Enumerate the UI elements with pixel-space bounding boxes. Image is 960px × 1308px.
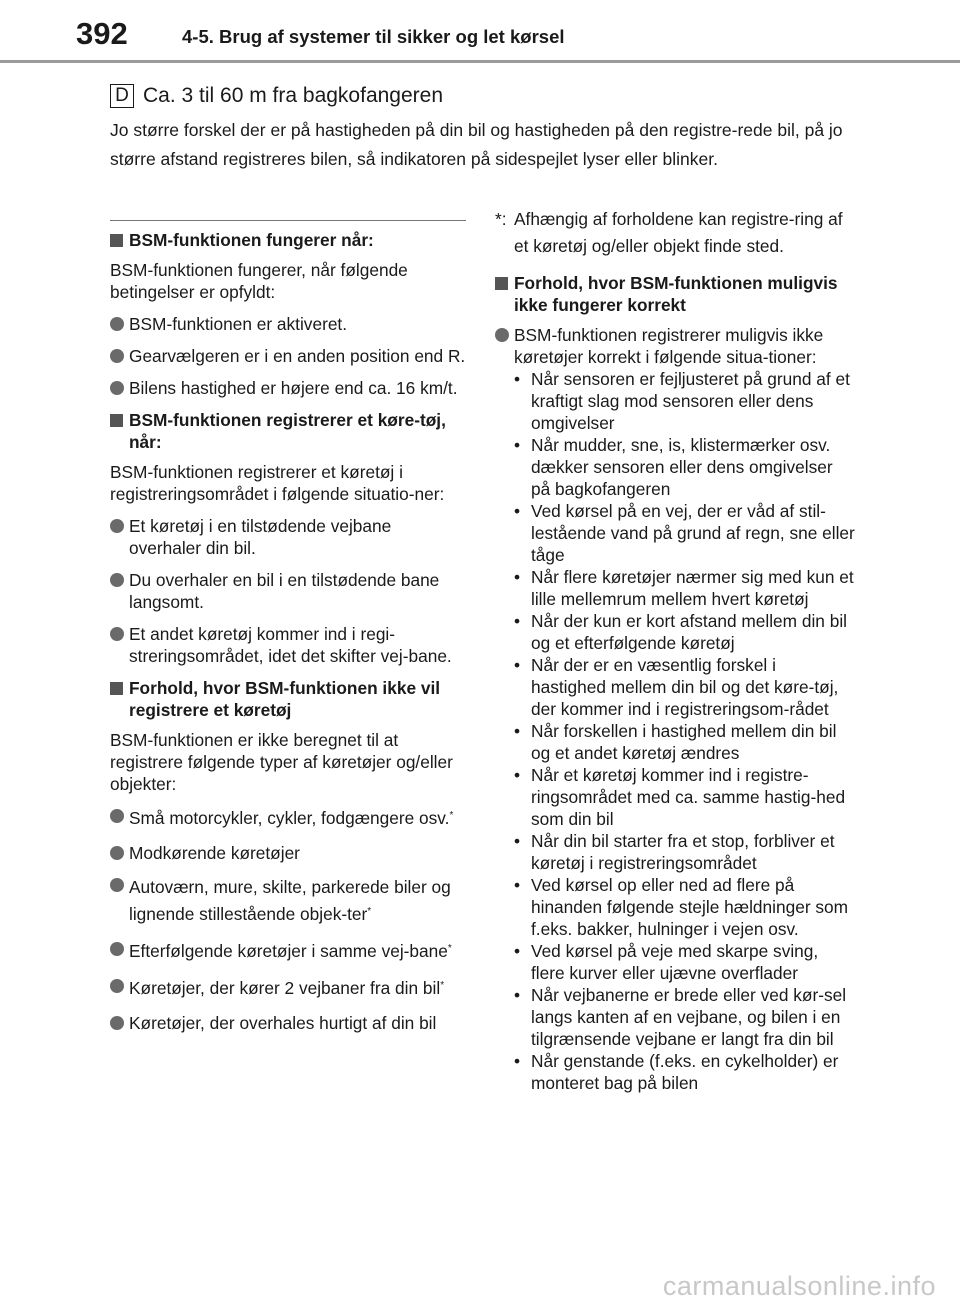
d-intro-text: Jo større forskel der er på hastigheden på din bil og hastigheden på den registre-rede bil, på jo større afstand registreres bilen, så indikatoren på sidespejlet lyser eller blinker. <box>110 120 843 169</box>
list-item: Modkørende køretøjer <box>110 842 466 864</box>
section-intro: BSM-funktionen er ikke beregnet til at registrere følgende typer af køretøjer og/eller objekter: <box>110 730 453 794</box>
list-item: Bilens hastighed er højere end ca. 16 km/t. <box>110 377 466 399</box>
list-item: • Når mudder, sne, is, klistermærker osv. dækker sensoren eller dens omgivelser på bagkofangeren <box>514 435 833 499</box>
list-item: BSM-funktionen er aktiveret. <box>110 313 466 335</box>
list-item: Autoværn, mure, skilte, parkerede biler og lignende stillestående objek-ter* <box>110 874 466 928</box>
square-bullet-icon <box>110 682 123 695</box>
list-item: • Når sensoren er fejljusteret på grund af et kraftigt slag mod sensoren eller dens omgivelser <box>514 369 850 433</box>
circle-bullet-icon <box>110 317 124 331</box>
list-item: Små motorcykler, cykler, fodgængere osv.* <box>110 805 466 832</box>
list-item: • Når der er en væsentlig forskel i hastighed mellem din bil og det køre-tøj, der kommer ind i registreringsom-rådet <box>514 655 839 719</box>
list-item: Et køretøj i en tilstødende vejbane overhaler din bil. <box>110 515 466 559</box>
circle-bullet-icon <box>110 573 124 587</box>
watermark: carmanualsonline.info <box>662 1271 936 1301</box>
section-heading-not-detected: Forhold, hvor BSM-funktionen ikke vil registrere et køretøj <box>110 677 466 721</box>
section-intro: BSM-funktionen fungerer, når følgende betingelser er opfyldt: <box>110 260 408 302</box>
list-item: • Når et køretøj kommer ind i registre-ringsområdet med ca. samme hastig-hed som din bil <box>514 765 846 829</box>
section-intro: BSM-funktionen registrerer et køretøj i registreringsområdet i følgende situatio-ner: <box>110 462 445 504</box>
d-label-box: D <box>110 84 134 108</box>
circle-bullet-icon <box>110 1016 124 1030</box>
list-item: Efterfølgende køretøjer i samme vej-bane* <box>110 938 466 965</box>
circle-bullet-icon <box>110 846 124 860</box>
d-heading: Ca. 3 til 60 m fra bagkofangeren <box>143 84 444 107</box>
section-heading-detects: BSM-funktionen registrerer et køre-tøj, når: <box>110 409 466 453</box>
circle-bullet-icon <box>110 878 124 892</box>
list-item: Køretøjer, der kører 2 vejbaner fra din bil* <box>110 975 466 1002</box>
list-item: BSM-funktionen registrerer muligvis ikke køretøjer korrekt i følgende situa-tioner: <box>495 324 855 368</box>
circle-bullet-icon <box>495 328 509 342</box>
circle-bullet-icon <box>110 519 124 533</box>
circle-bullet-icon <box>110 627 124 641</box>
right-column <box>495 206 855 1094</box>
square-bullet-icon <box>495 277 508 290</box>
section-heading-may-not-work: Forhold, hvor BSM-funktionen muligvis ikke fungerer korrekt <box>495 272 855 316</box>
left-column <box>110 220 466 1044</box>
list-item: Et andet køretøj kommer ind i regi-streringsområdet, idet det skifter vej-bane. <box>110 623 466 667</box>
list-item: • Ved kørsel op eller ned ad flere på hinanden følgende stejle hældninger som f.eks. bakker, hulninger i vejen osv. <box>514 875 849 939</box>
section-title: 4-5. Brug af systemer til sikker og let kørsel <box>182 26 565 47</box>
list-item: • Når vejbanerne er brede eller ved kør-sel langs kanten af en vejbane, og bilen i en tilgrænsende vejbane er langt fra din bil <box>514 985 847 1049</box>
list-item: • Når genstande (f.eks. en cykelholder) er monteret bag på bilen <box>514 1051 839 1093</box>
page-number: 392 <box>76 16 128 51</box>
footnote: *: Afhængig af forholdene kan registre-ring af et køretøj og/eller objekt finde sted. <box>495 209 843 256</box>
circle-bullet-icon <box>110 942 124 956</box>
list-item: Du overhaler en bil i en tilstødende bane langsomt. <box>110 569 466 613</box>
list-item: • Ved kørsel på veje med skarpe sving, flere kurver eller ujævne overflader <box>514 941 819 983</box>
circle-bullet-icon <box>110 979 124 993</box>
list-item: • Når der kun er kort afstand mellem din bil og et efterfølgende køretøj <box>514 611 847 653</box>
condition-list <box>514 368 855 1094</box>
list-item: Køretøjer, der overhales hurtigt af din bil <box>110 1012 466 1034</box>
list-item: • Når din bil starter fra et stop, forbliver et køretøj i registreringsområdet <box>514 831 835 873</box>
list-item: • Når forskellen i hastighed mellem din bil og et andet køretøj ændres <box>514 721 837 763</box>
circle-bullet-icon <box>110 809 124 823</box>
circle-bullet-icon <box>110 381 124 395</box>
square-bullet-icon <box>110 414 123 427</box>
header-rule <box>0 60 960 63</box>
section-heading-operates: BSM-funktionen fungerer når: <box>110 229 466 251</box>
list-item: • Når flere køretøjer nærmer sig med kun et lille mellemrum mellem hvert køretøj <box>514 567 854 609</box>
circle-bullet-icon <box>110 349 124 363</box>
square-bullet-icon <box>110 234 123 247</box>
list-item: Gearvælgeren er i en anden position end R. <box>110 345 466 367</box>
list-item: • Ved kørsel på en vej, der er våd af stil-lestående vand på grund af regn, sne eller tåge <box>514 501 855 565</box>
